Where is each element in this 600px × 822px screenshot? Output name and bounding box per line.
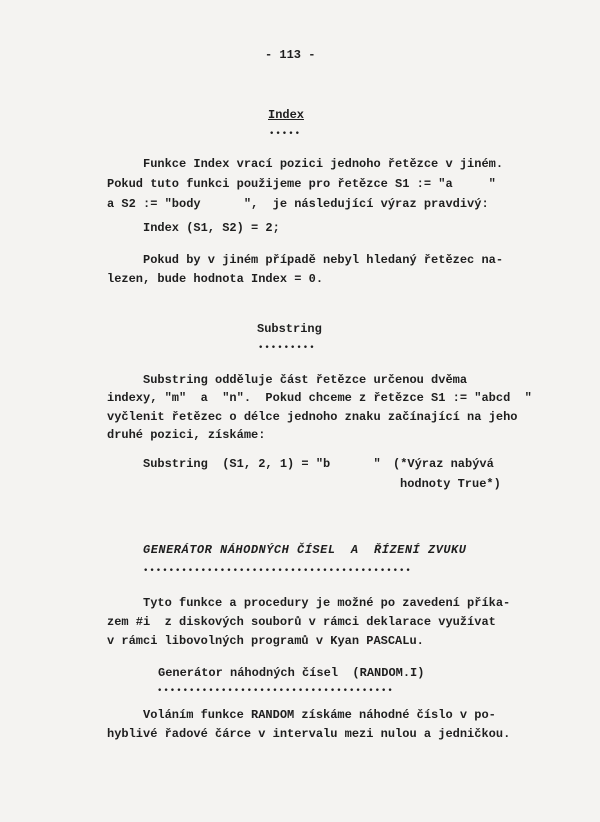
index-para1-line3: a S2 := "body ", je následující výraz pravdivý: (107, 197, 489, 211)
substring-para-line4: druhé pozici, získáme: (107, 428, 266, 442)
separator-index: ••••• (269, 129, 302, 139)
section-title-index: Index (268, 108, 305, 122)
substring-comment-line2: hodnoty True*) (400, 477, 501, 491)
index-code: Index (S1, S2) = 2; (143, 221, 280, 235)
random-para-line1: Voláním funkce RANDOM získáme náhodné číslo v po- (143, 708, 496, 722)
substring-code: Substring (S1, 2, 1) = "b " (143, 457, 381, 471)
substring-para-line3: vyčlenit řetězec o délce jednoho znaku začínající na jeho (107, 410, 518, 424)
separator-generator: •••••••••••••••••••••••••••••••••••••••••• (143, 566, 412, 576)
index-para2-line1: Pokud by v jiném případě nebyl hledaný řetězec na- (143, 253, 504, 267)
generator-para-line3: v rámci libovolných programů v Kyan PASCALu. (107, 634, 424, 648)
section-title-substring: Substring (257, 322, 322, 336)
separator-substring: ••••••••• (258, 343, 316, 353)
subsection-title-random: Generátor náhodných čísel (RANDOM.I) (158, 666, 425, 680)
separator-random: ••••••••••••••••••••••••••••••••••••• (157, 686, 394, 696)
substring-para-line2: indexy, "m" a "n". Pokud chceme z řetězce S1 := "abcd " (107, 391, 532, 405)
generator-para-line2: zem #i z diskových souborů v rámci deklarace využívat (107, 615, 496, 629)
generator-para-line1: Tyto funkce a procedury je možné po zavedení příka- (143, 596, 511, 610)
random-para-line2: hyblivé řadové čárce v intervalu mezi nulou a jedničkou. (107, 727, 511, 741)
index-para2-line2: lezen, bude hodnota Index = 0. (107, 272, 324, 286)
substring-para-line1: Substring odděluje část řetězce určenou dvěma (143, 373, 468, 387)
page-number: - 113 - (265, 48, 316, 62)
section-heading-generator: GENERÁTOR NÁHODNÝCH ČÍSEL A ŘÍZENÍ ZVUKU (143, 543, 467, 557)
substring-comment-line1: (*Výraz nabývá (393, 457, 494, 471)
index-para1-line1: Funkce Index vrací pozici jednoho řetězce v jiném. (143, 157, 504, 171)
index-para1-line2: Pokud tuto funkci použijeme pro řetězce S1 := "a " (107, 177, 496, 191)
